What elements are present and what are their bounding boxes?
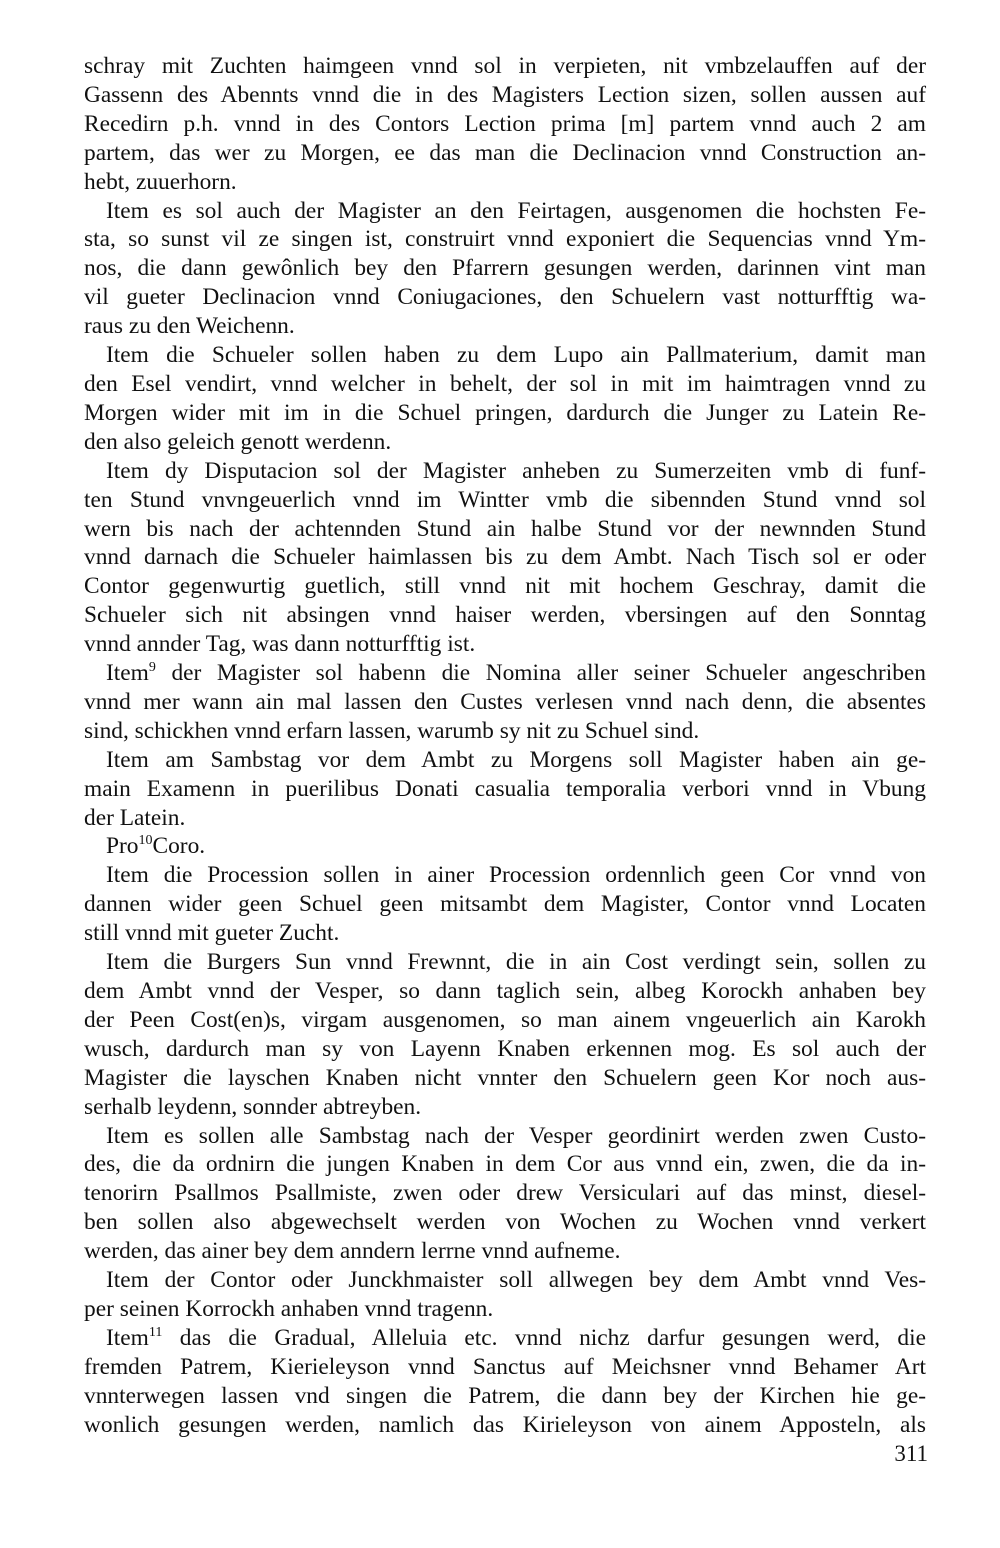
text-line: hebt, zuuerhorn. bbox=[84, 168, 237, 195]
text-line: der Latein. bbox=[84, 804, 186, 831]
text-line: sta, so sunst vil ze singen ist, construirt vnnd exponiert die Sequencias vnnd Ym- bbox=[84, 226, 926, 253]
text-line: den Esel vendirt, vnnd welcher in behelt, der sol in mit im haimtragen vnnd zu bbox=[84, 370, 926, 397]
text-line: nos, die dann gewônlich bey den Pfarrern gesungen werden, darinnen vint man bbox=[84, 255, 926, 282]
text-line: vnnterwegen lassen vnd singen die Patrem, die dann bey der Kirchen hie ge- bbox=[84, 1382, 926, 1409]
footnote-marker: 9 bbox=[148, 660, 156, 676]
paragraph-first-line bbox=[84, 659, 926, 688]
paragraph-first-line: Item der Contor oder Junckhmaister soll allwegen bey dem Ambt vnnd Ves- bbox=[106, 1267, 926, 1294]
item-word: Item bbox=[106, 660, 149, 687]
text-line: Contor gegenwurtig guetlich, still vnnd nit mit hochem Geschray, damit die bbox=[84, 573, 926, 600]
line-text: das die Gradual, Alleluia etc. vnnd nichz darfur gesungen werd, die bbox=[162, 1324, 926, 1351]
text-line: wern bis nach der achtennden Stund ain halbe Stund vor der newnnden Stund bbox=[84, 515, 926, 542]
text-line: Morgen wider mit im in die Schuel pringen, dardurch die Junger zu Latein Re- bbox=[84, 399, 926, 426]
text-line: vnnd mer wann ain mal lassen den Custes verlesen vnnd nach denn, die absentes bbox=[84, 688, 926, 715]
paragraph-first-line: Item es sollen alle Sambstag nach der Vesper geordinirt werden zwen Custo- bbox=[106, 1122, 926, 1149]
text-line: vnnd darnach die Schueler haimlassen bis zu dem Ambt. Nach Tisch sol er oder bbox=[84, 544, 926, 571]
text-line: Recedirn p.h. vnnd in des Contors Lection prima [m] partem vnnd auch 2 am bbox=[84, 110, 926, 137]
text-line: sind, schickhen vnnd erfarn lassen, warumb sy nit zu Schuel sind. bbox=[84, 717, 700, 744]
paragraph-first-line: Item die Burgers Sun vnnd Frewnnt, die in ain Cost verdingt sein, sollen zu bbox=[106, 949, 926, 976]
text-line: wusch, dardurch man sy von Layenn Knaben erkennen mog. Es sol auch der bbox=[84, 1035, 926, 1062]
paragraph-first-line bbox=[84, 1324, 926, 1353]
text-line: des, die da ordnirn die jungen Knaben in dem Cor aus vnnd ein, zwen, die da in- bbox=[84, 1151, 926, 1178]
text-line: wonlich gesungen werden, namlich das Kirieleyson von ainem Apposteln, als bbox=[84, 1411, 926, 1438]
text-line: serhalb leydenn, sonnder abtreyben. bbox=[84, 1093, 422, 1120]
section-heading bbox=[84, 832, 926, 861]
text-line: tenorirn Psallmos Psallmiste, zwen oder drew Versiculari auf das minst, diesel- bbox=[84, 1180, 926, 1207]
paragraph-first-line: Item die Schueler sollen haben zu dem Lupo ain Pallmaterium, damit man bbox=[106, 342, 926, 369]
text-line: ten Stund vnvngeuerlich vnnd im Wintter vmb die sibennden Stund vnnd sol bbox=[84, 486, 926, 513]
text-line: vil gueter Declinacion vnnd Coniugaciones, den Schuelern vast notturfftig wa- bbox=[84, 284, 926, 311]
text-line: raus zu den Weichenn. bbox=[84, 313, 295, 340]
text-line: vnnd annder Tag, was dann notturfftig ist. bbox=[84, 631, 476, 658]
text-line: Magister die layschen Knaben nicht vnnter den Schuelern geen Kor noch aus- bbox=[84, 1064, 926, 1091]
text-line: der Peen Cost(en)s, virgam ausgenomen, so man ainem vngeuerlich ain Karokh bbox=[84, 1006, 926, 1033]
text-line: werden, das ainer bey dem anndern lerrne vnnd aufneme. bbox=[84, 1238, 621, 1265]
text-line: Schueler sich nit absingen vnnd haiser werden, vbersingen auf den Sonntag bbox=[84, 602, 926, 629]
text-line: ben sollen also abgewechselt werden von Wochen zu Wochen vnnd verkert bbox=[84, 1209, 926, 1236]
text-line: Gassenn des Abennts vnnd die in des Magisters Lection sizen, sollen aussen auf bbox=[84, 81, 926, 108]
paragraph-first-line: Item es sol auch der Magister an den Feirtagen, ausgenomen die hochsten Fe- bbox=[106, 197, 926, 224]
text-line: dem Ambt vnnd der Vesper, so dann taglich sein, albeg Korockh anhaben bey bbox=[84, 978, 926, 1004]
heading-word: Pro bbox=[106, 833, 139, 860]
document-body bbox=[84, 52, 926, 1440]
text-line: still vnnd mit gueter Zucht. bbox=[84, 920, 340, 947]
footnote-marker: 11 bbox=[148, 1325, 163, 1341]
page-number: 311 bbox=[894, 1441, 928, 1466]
text-line: main Examenn in puerilibus Donati casualia temporalia verbori vnnd in Vbung bbox=[84, 775, 926, 802]
text-line: den also geleich genott werdenn. bbox=[84, 428, 392, 455]
text-line: schray mit Zuchten haimgeen vnnd sol in verpieten, nit vmbzelauffen auf der bbox=[84, 53, 926, 79]
text-line: dannen wider geen Schuel geen mitsambt dem Magister, Contor vnnd Locaten bbox=[84, 891, 926, 918]
text-line: partem, das wer zu Morgen, ee das man die Declinacion vnnd Construction an- bbox=[84, 139, 926, 166]
line-text: der Magister sol habenn die Nomina aller seiner Schueler angeschriben bbox=[155, 660, 926, 687]
paragraph-first-line: Item die Procession sollen in ainer Procession ordennlich geen Cor vnnd von bbox=[106, 862, 926, 889]
footnote-marker: 10 bbox=[138, 833, 153, 849]
paragraph-first-line: Item dy Disputacion sol der Magister anheben zu Sumerzeiten vmb di funf- bbox=[106, 457, 926, 484]
item-word: Item bbox=[106, 1324, 149, 1351]
paragraph-first-line: Item am Sambstag vor dem Ambt zu Morgens soll Magister haben ain ge- bbox=[106, 746, 926, 773]
text-line: per seinen Korrockh anhaben vnnd tragenn. bbox=[84, 1295, 494, 1322]
heading-text: Coro. bbox=[152, 833, 206, 860]
text-line: fremden Patrem, Kierieleyson vnnd Sanctus auf Meichsner vnnd Behamer Art bbox=[84, 1353, 926, 1380]
